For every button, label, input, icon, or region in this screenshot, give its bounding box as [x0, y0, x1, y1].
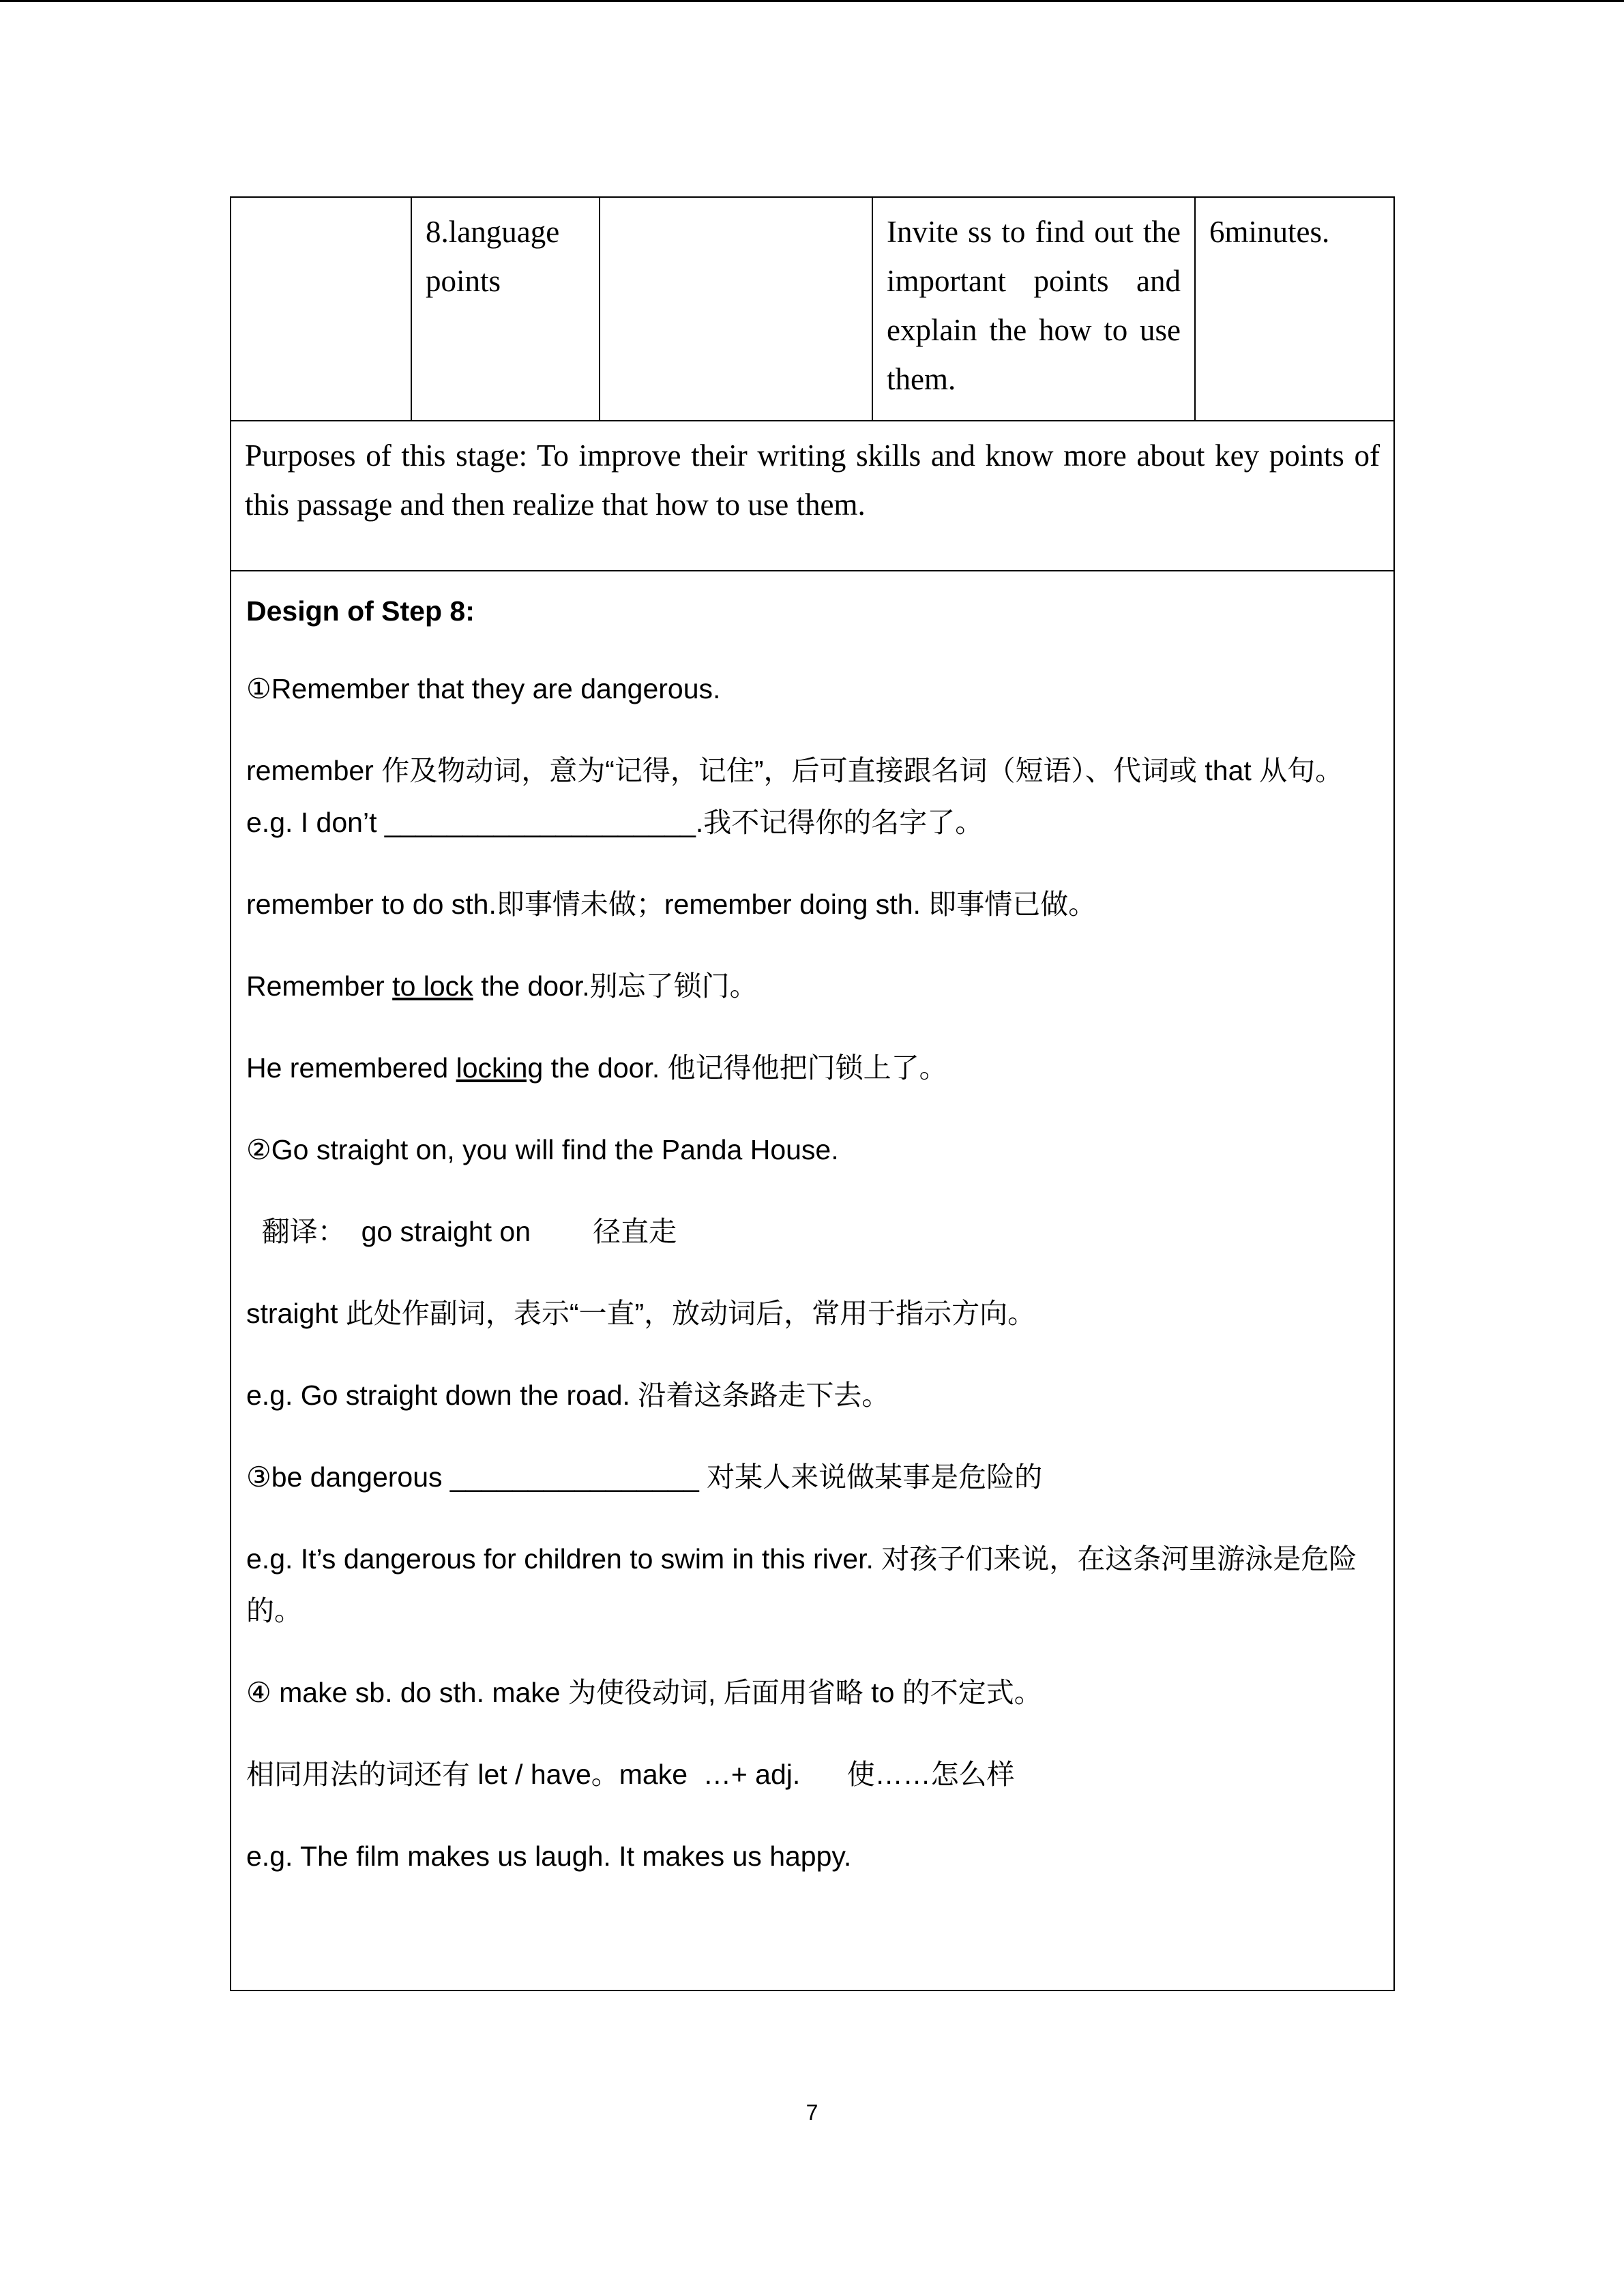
purpose-text: Purposes of this stage: To improve their writing skills and know more about key points of this passage and then realize that how to use them.: [245, 438, 1380, 522]
point-1-example-1: [246, 960, 1380, 1012]
underlined-phrase: locking: [456, 1052, 544, 1084]
design-cell: [231, 571, 1394, 1991]
point-1-usage: remember to do sth.即事情未做；remember doing sth. 即事情已做。: [246, 889, 1097, 920]
activity-text: Invite ss to find out the important points and explain the how to use them.: [887, 215, 1181, 396]
point-1-explanation: remember 作及物动词，意为“记得，记住”，后可直接跟名词（短语）、代词或 that 从句。e.g. I don’t ____________________.我不记得你的名字了。: [246, 755, 1344, 838]
example-text: the door.别忘了锁门。: [473, 970, 758, 1002]
point-2-explanation: straight 此处作副词，表示“一直”，放动词后，常用于指示方向。: [246, 1298, 1036, 1329]
point-3-title: ③be dangerous ________________ 对某人来说做某事是危险的: [246, 1461, 1043, 1493]
point-2-translation: 翻译： go straight on 径直走: [246, 1216, 677, 1247]
point-4-title: ④ make sb. do sth. make 为使役动词, 后面用省略 to 的不定式。: [246, 1677, 1042, 1708]
underlined-phrase: to lock: [392, 970, 473, 1002]
top-border-line: [0, 0, 1624, 2]
table-row: [231, 197, 1394, 421]
point-2-title: ②Go straight on, you will find the Panda House.: [246, 1134, 839, 1165]
table-row: [231, 571, 1394, 1991]
point-1-example-2: [246, 1042, 1380, 1094]
example-text: the door. 他记得他把门锁上了。: [543, 1052, 947, 1084]
step-label: 8.language points: [426, 215, 560, 298]
design-content: [231, 571, 1393, 1882]
purpose-cell: [231, 421, 1394, 571]
point-2-example: e.g. Go straight down the road. 沿着这条路走下去。: [246, 1380, 890, 1411]
point-3-example: e.g. It’s dangerous for children to swim in this river. 对孩子们来说，在这条河里游泳是危险的。: [246, 1543, 1357, 1626]
table-cell-activity: [872, 197, 1195, 421]
example-text: Remember: [246, 970, 393, 1002]
table-row: [231, 421, 1394, 571]
table-cell-empty: [231, 197, 411, 421]
page-number: 7: [806, 2100, 818, 2125]
point-1-title: ①Remember that they are dangerous.: [246, 673, 721, 704]
point-4-example: e.g. The film makes us laugh. It makes us happy.: [246, 1840, 852, 1872]
lesson-plan-table: [230, 196, 1395, 1991]
design-heading: Design of Step 8:: [246, 595, 475, 627]
example-text: He remembered: [246, 1052, 456, 1084]
blank-cell-text: [600, 198, 872, 214]
table-cell-time: [1195, 197, 1394, 421]
time-text: 6minutes.: [1209, 215, 1330, 249]
point-4-usage: 相同用法的词还有 let / have。make …+ adj. 使……怎么样: [246, 1759, 1015, 1790]
table-cell-blank: [600, 197, 872, 421]
table-cell-step: [411, 197, 600, 421]
